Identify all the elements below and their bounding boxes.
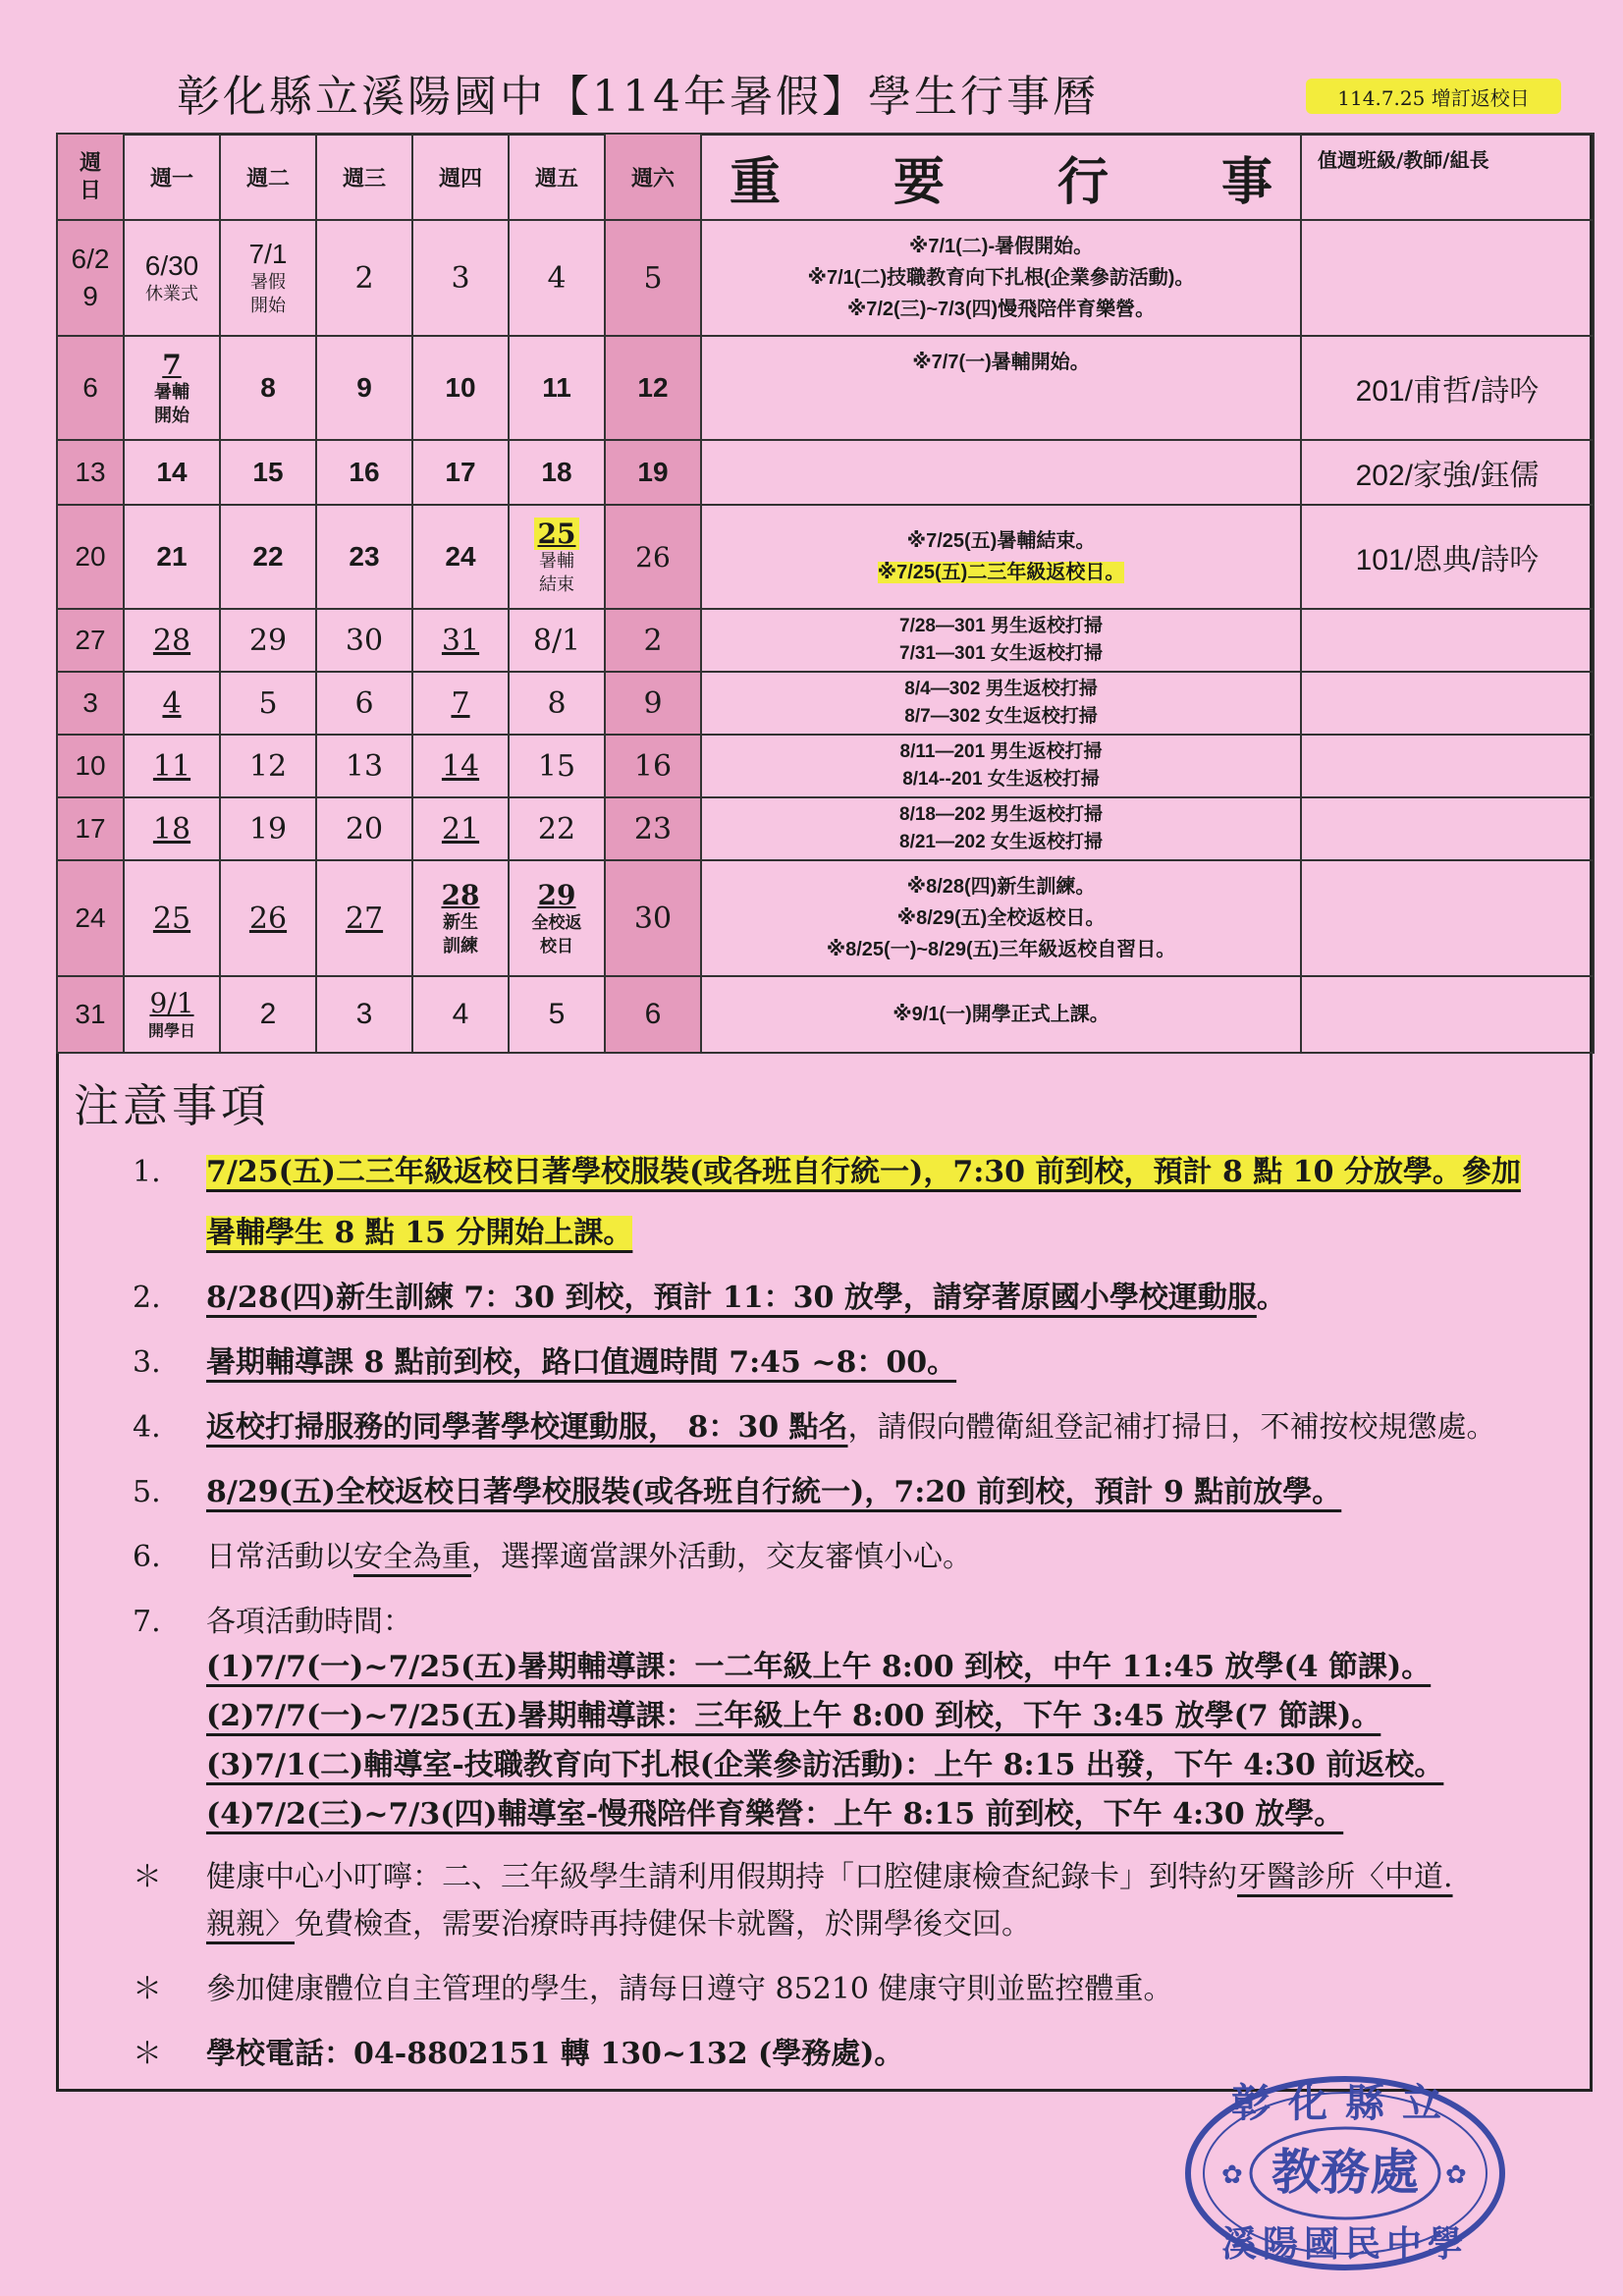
page-title: 彰化縣立溪陽國中【114年暑假】學生行事曆 (177, 72, 1099, 122)
cell-tue: 29 (220, 609, 316, 672)
table-row (57, 976, 1594, 1053)
cell-mon: 6/30 休業式 (124, 220, 220, 336)
cell-sat: 6 (605, 976, 701, 1053)
cell-wed: 27 (316, 860, 412, 976)
note-item: 7. 各項活動時間： (1)7/7(一)~7/25(五)暑期輔導課：一二年級上午 8:00 到校，中午 11:45 放學(4 節課)。 (2)7/7(一)~7/25(五)暑期輔導課：三年級上午 8:00 到校，下午 3:45 放學(7 節課)。 (3)7/1(二)輔導室-技職教育向下扎根(企業參訪活動)：上午 8:15 出發，下午 4:30 前返校。 (4)7/2(三)~7/3(四)輔導室-慢飛陪伴育樂營：上午 8:15 前到校，下午 4:30 放學。 (133, 1605, 1444, 1831)
cell-tue: 26 (220, 860, 316, 976)
cell-fri: 5 (509, 976, 605, 1053)
cell-events: ※7/1(二)-暑假開始。 ※7/1(二)技職教育向下扎根(企業參訪活動)。 ※7/2(三)~7/3(四)慢飛陪伴育樂營。 (701, 220, 1301, 336)
cell-tue: 5 (220, 672, 316, 735)
table-row (57, 672, 1594, 735)
flower-icon: ✿ (1221, 2160, 1243, 2190)
cell-sat: 5 (605, 220, 701, 336)
cell-thu: 17 (412, 440, 509, 505)
cell-fri: 22 (509, 797, 605, 860)
cell-sat: 16 (605, 735, 701, 797)
notes-title: 注意事項 (74, 1079, 270, 1132)
cell-sat: 23 (605, 797, 701, 860)
cell-wed: 3 (316, 976, 412, 1053)
cell-tue: 2 (220, 976, 316, 1053)
cell-wed: 9 (316, 336, 412, 440)
office-seal-stamp (1178, 2067, 1512, 2273)
cell-sun: 6/29 (57, 220, 124, 336)
cell-duty: 202/家強/鈺儒 (1301, 440, 1594, 505)
cell-events (701, 440, 1301, 505)
cell-mon: 18 (124, 797, 220, 860)
cell-sun: 3 (57, 672, 124, 735)
cell-mon: 4 (124, 672, 220, 735)
cell-thu: 21 (412, 797, 509, 860)
cell-sun: 31 (57, 976, 124, 1053)
col-header-mon: 週一 (124, 134, 220, 220)
col-header-fri: 週五 (509, 134, 605, 220)
cell-fri: 11 (509, 336, 605, 440)
cell-events: 8/11—201 男生返校打掃 8/14--201 女生返校打掃 (701, 735, 1301, 797)
cell-tue: 7/1 暑假開始 (220, 220, 316, 336)
cell-thu: 4 (412, 976, 509, 1053)
cell-mon: 9/1 開學日 (124, 976, 220, 1053)
cell-wed: 20 (316, 797, 412, 860)
col-header-wed: 週三 (316, 134, 412, 220)
cell-fri: 8/1 (509, 609, 605, 672)
cell-thu: 7 (412, 672, 509, 735)
revision-badge: 114.7.25 增訂返校日 (1306, 79, 1561, 114)
cell-duty (1301, 672, 1594, 735)
note-item: ＊ 學校電話：04-8802151 轉 130~132 (學務處)。 (133, 2037, 904, 2071)
cell-wed: 6 (316, 672, 412, 735)
cell-sun: 17 (57, 797, 124, 860)
notes-list (128, 1149, 1581, 2096)
col-header-events: 重 要 行 事 (701, 134, 1301, 220)
cell-thu: 3 (412, 220, 509, 336)
col-header-thu: 週四 (412, 134, 509, 220)
cell-duty (1301, 860, 1594, 976)
cell-thu: 10 (412, 336, 509, 440)
table-row (57, 860, 1594, 976)
cell-wed: 2 (316, 220, 412, 336)
col-header-tue: 週二 (220, 134, 316, 220)
note-item: 1. 7/25(五)二三年級返校日著學校服裝(或各班自行統一)，7:30 前到校，預計 8 點 10 分放學。參加 暑輔學生 8 點 15 分開始上課。 (133, 1155, 1521, 1250)
cell-fri: 8 (509, 672, 605, 735)
cell-tue: 22 (220, 505, 316, 609)
header-row (57, 134, 1594, 220)
cell-sun: 6 (57, 336, 124, 440)
stamp-center-text: 教務處 (1271, 2143, 1419, 2201)
table-row (57, 609, 1594, 672)
cell-duty (1301, 797, 1594, 860)
cell-events: ※7/25(五)暑輔結束。 ※7/25(五)二三年級返校日。 (701, 505, 1301, 609)
cell-mon: 7 暑輔開始 (124, 336, 220, 440)
cell-sat: 9 (605, 672, 701, 735)
cell-duty (1301, 220, 1594, 336)
note-item: ＊ 參加健康體位自主管理的學生，請每日遵守 85210 健康守則並監控體重。 (133, 1972, 1173, 2006)
cell-mon: 25 (124, 860, 220, 976)
cell-duty: 101/恩典/詩吟 (1301, 505, 1594, 609)
cell-wed: 13 (316, 735, 412, 797)
cell-sat: 26 (605, 505, 701, 609)
cell-sat: 30 (605, 860, 701, 976)
cell-fri: 18 (509, 440, 605, 505)
note-item: 4. 返校打掃服務的同學著學校運動服， 8：30 點名，請假向體衛組登記補打掃日，不補按校規懲處。 (133, 1410, 1496, 1445)
cell-sun: 20 (57, 505, 124, 609)
cell-duty (1301, 735, 1594, 797)
cell-thu: 31 (412, 609, 509, 672)
cell-sun: 24 (57, 860, 124, 976)
cell-sun: 10 (57, 735, 124, 797)
cell-duty (1301, 609, 1594, 672)
cell-events: ※8/28(四)新生訓練。 ※8/29(五)全校返校日。 ※8/25(一)~8/29(五)三年級返校自習日。 (701, 860, 1301, 976)
cell-fri: 15 (509, 735, 605, 797)
note-item: 3. 暑期輔導課 8 點前到校，路口值週時間 7:45 ~8：00。 (133, 1345, 957, 1380)
cell-events: ※9/1(一)開學正式上課。 (701, 976, 1301, 1053)
table-row (57, 797, 1594, 860)
stamp-bottom-text: 溪陽國民中學 (1220, 2223, 1470, 2265)
cell-thu: 14 (412, 735, 509, 797)
flower-icon: ✿ (1445, 2160, 1467, 2190)
cell-fri: 4 (509, 220, 605, 336)
note-item: 2. 8/28(四)新生訓練 7：30 到校，預計 11：30 放學，請穿著原國小學校運動服。 (133, 1281, 1286, 1315)
note-item: ＊ 健康中心小叮嚀：二、三年級學生請利用假期持「口腔健康檢查紀錄卡」到特約牙醫診所〈中道. 親親〉免費檢查，需要治療時再持健保卡就醫，於開學後交回。 (133, 1860, 1453, 1941)
cell-sat: 2 (605, 609, 701, 672)
table-row (57, 735, 1594, 797)
stamp-top-text: 彰化縣立 (1231, 2080, 1459, 2126)
cell-sun: 27 (57, 609, 124, 672)
cell-thu: 28 新生訓練 (412, 860, 509, 976)
cell-tue: 8 (220, 336, 316, 440)
cell-mon: 21 (124, 505, 220, 609)
cell-sat: 12 (605, 336, 701, 440)
note-item: 6. 日常活動以安全為重，選擇適當課外活動，交友審慎小心。 (133, 1540, 972, 1574)
cell-events: ※7/7(一)暑輔開始。 (701, 336, 1301, 440)
cell-events: 8/18—202 男生返校打掃 8/21—202 女生返校打掃 (701, 797, 1301, 860)
cell-thu: 24 (412, 505, 509, 609)
table-row (57, 440, 1594, 505)
cell-duty: 201/甫哲/詩吟 (1301, 336, 1594, 440)
table-row (57, 220, 1594, 336)
cell-fri: 29 全校返校日 (509, 860, 605, 976)
col-header-week: 週日 (57, 134, 124, 220)
calendar-table (56, 133, 1595, 1054)
cell-wed: 23 (316, 505, 412, 609)
col-header-sat: 週六 (605, 134, 701, 220)
cell-tue: 19 (220, 797, 316, 860)
cell-tue: 12 (220, 735, 316, 797)
cell-events: 8/4—302 男生返校打掃 8/7—302 女生返校打掃 (701, 672, 1301, 735)
col-header-duty: 值週班級/教師/組長 (1301, 134, 1594, 220)
cell-fri: 25 暑輔結束 (509, 505, 605, 609)
table-row (57, 505, 1594, 609)
cell-sun: 13 (57, 440, 124, 505)
cell-mon: 14 (124, 440, 220, 505)
cell-wed: 30 (316, 609, 412, 672)
note-item: 5. 8/29(五)全校返校日著學校服裝(或各班自行統一)，7:20 前到校，預計 9 點前放學。 (133, 1475, 1342, 1509)
cell-duty (1301, 976, 1594, 1053)
cell-mon: 28 (124, 609, 220, 672)
table-row (57, 336, 1594, 440)
cell-events: 7/28—301 男生返校打掃 7/31—301 女生返校打掃 (701, 609, 1301, 672)
cell-wed: 16 (316, 440, 412, 505)
cell-tue: 15 (220, 440, 316, 505)
cell-mon: 11 (124, 735, 220, 797)
cell-sat: 19 (605, 440, 701, 505)
